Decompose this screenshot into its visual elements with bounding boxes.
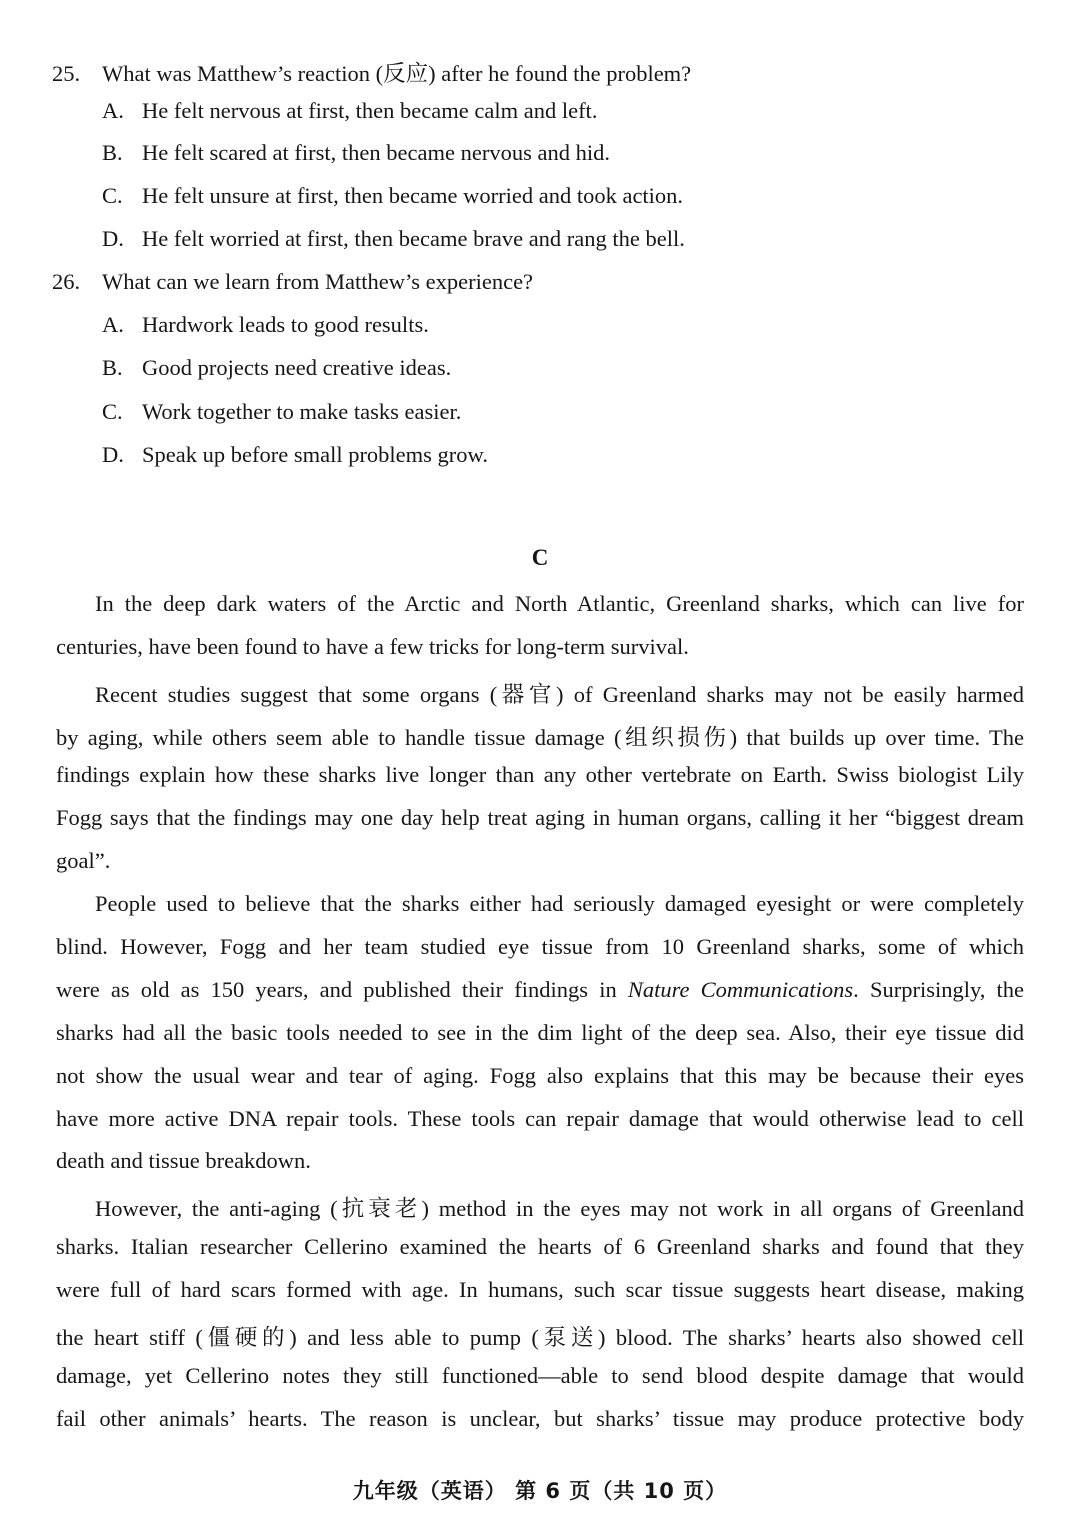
paragraph-2-line: findings explain how these sharks live longer than any other vertebrate on Earth. Swiss biologist Lily	[56, 762, 1024, 787]
question-number: 25.	[52, 61, 81, 86]
paragraph-4-line: However, the anti-aging (抗衰老) method in the eyes may not work in all organs of Greenland	[95, 1196, 1024, 1221]
paragraph-2-line: goal”.	[56, 848, 111, 873]
option-text: Good projects need creative ideas.	[142, 355, 452, 380]
option-letter: D.	[102, 226, 124, 251]
paragraph-3-line: death and tissue breakdown.	[56, 1148, 311, 1173]
question-25-option-c	[102, 183, 683, 209]
paragraph-2-line: Recent studies suggest that some organs (器官) of Greenland sharks may not be easily harmed	[95, 682, 1024, 707]
paragraph-3-line: People used to believe that the sharks either had seriously damaged eyesight or were completely	[95, 891, 1024, 916]
option-text: He felt nervous at first, then became calm and left.	[142, 98, 598, 123]
page-footer: 九年级（英语） 第 6 页（共 10 页）	[352, 1479, 728, 1503]
option-letter: C.	[102, 183, 123, 208]
question-text: What can we learn from Matthew’s experience?	[102, 269, 534, 294]
question-26-option-d	[102, 442, 488, 468]
paragraph-4-line: the heart stiff (僵硬的) and less able to pump (泵送) blood. The sharks’ hearts also showed cell	[56, 1325, 1024, 1350]
paragraph-1-line: In the deep dark waters of the Arctic and North Atlantic, Greenland sharks, which can live for	[95, 591, 1024, 616]
option-text: Work together to make tasks easier.	[142, 399, 462, 424]
question-25-option-d	[102, 226, 685, 252]
journal-name: Nature Communications	[627, 977, 854, 1002]
paragraph-3-line: not show the usual wear and tear of aging. Fogg also explains that this may be because their eyes	[56, 1063, 1024, 1088]
question-number: 26.	[52, 269, 81, 294]
paragraph-2-line: Fogg says that the findings may one day help treat aging in human organs, calling it her “biggest dream	[56, 805, 1024, 830]
question-26-option-b	[102, 355, 451, 381]
option-text: He felt scared at first, then became nervous and hid.	[142, 140, 610, 165]
text-run: . Surprisingly, the	[853, 977, 1024, 1002]
option-letter: A.	[102, 312, 124, 337]
option-letter: C.	[102, 399, 123, 424]
question-26-option-a	[102, 312, 429, 338]
option-text: Hardwork leads to good results.	[142, 312, 429, 337]
paragraph-3-line: have more active DNA repair tools. These tools can repair damage that would otherwise lead to cell	[56, 1106, 1024, 1131]
option-letter: B.	[102, 355, 123, 380]
question-25-option-b	[102, 140, 610, 166]
paragraph-3-line	[56, 977, 1024, 1003]
paragraph-4-line: fail other animals’ hearts. The reason is unclear, but sharks’ tissue may produce protective body	[56, 1406, 1024, 1431]
paragraph-4-line: damage, yet Cellerino notes they still functioned—able to send blood despite damage that would	[56, 1363, 1024, 1388]
option-text: He felt unsure at first, then became worried and took action.	[142, 183, 684, 208]
paragraph-3-line: sharks had all the basic tools needed to see in the dim light of the deep sea. Also, their eye tissue did	[56, 1020, 1024, 1045]
question-25-stem	[52, 56, 691, 88]
option-letter: A.	[102, 98, 124, 123]
text-run: were as old as 150 years, and published their findings in	[56, 977, 628, 1002]
option-text: He felt worried at first, then became brave and rang the bell.	[142, 226, 685, 251]
paragraph-4-line: were full of hard scars formed with age. In humans, such scar tissue suggests heart disease, making	[56, 1277, 1024, 1302]
option-letter: B.	[102, 140, 123, 165]
question-26-stem	[52, 269, 533, 295]
paragraph-4-line: sharks. Italian researcher Cellerino examined the hearts of 6 Greenland sharks and found that they	[56, 1234, 1024, 1259]
paragraph-2-line: by aging, while others seem able to handle tissue damage (组织损伤) that builds up over time. The	[56, 725, 1024, 750]
question-26-option-c	[102, 399, 461, 425]
question-25-option-a	[102, 98, 597, 124]
option-letter: D.	[102, 442, 124, 467]
section-title: C	[531, 545, 549, 570]
question-text: What was Matthew’s reaction (反应) after he found the problem?	[102, 61, 692, 86]
option-text: Speak up before small problems grow.	[142, 442, 488, 467]
paragraph-1-line: centuries, have been found to have a few tricks for long-term survival.	[56, 634, 689, 659]
paragraph-3-line: blind. However, Fogg and her team studied eye tissue from 10 Greenland sharks, some of which	[56, 934, 1024, 959]
